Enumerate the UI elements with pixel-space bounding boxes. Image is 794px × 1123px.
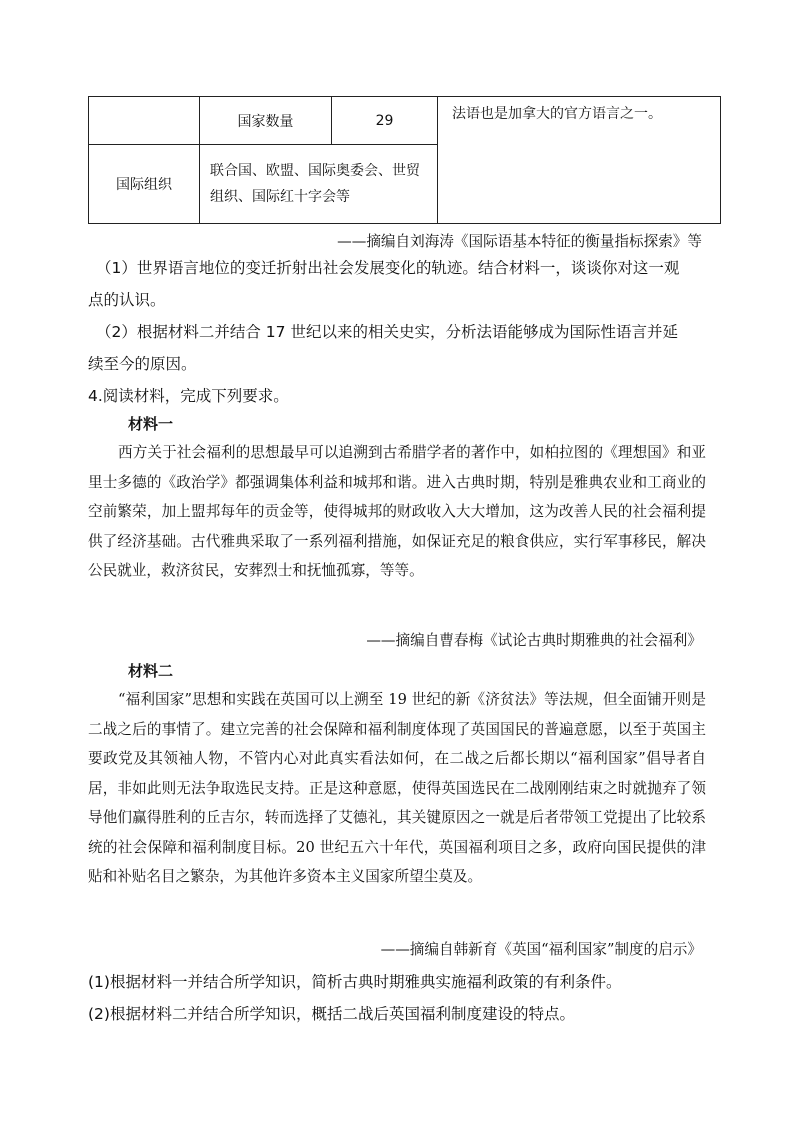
question-text: （1）世界语言地位的变迁折射出社会发展变化的轨迹。结合材料一，谈谈你对这一观: [96, 259, 680, 277]
question-text: （2）根据材料二并结合 17 世纪以来的相关史实，分析法语能够成为国际性语言并延: [96, 323, 678, 341]
table-cell-note: 法语也是加拿大的官方语言之一。: [438, 97, 721, 224]
question-text: (1)根据材料一并结合所学知识，简析古典时期雅典实施福利政策的有利条件。: [88, 973, 622, 991]
language-comparison-table: [88, 96, 721, 224]
table-row: [89, 97, 721, 145]
material-heading: 材料一: [128, 415, 174, 433]
material-heading: 材料二: [128, 662, 174, 680]
table-cell-label: 国际组织: [89, 145, 200, 224]
question-title: 4.阅读材料，完成下列要求。: [88, 387, 289, 405]
material-source: ——摘编自韩新育《英国“福利国家”制度的启示》: [380, 941, 702, 958]
table-cell-value: 联合国、欧盟、国际奥委会、世贸组织、国际红十字会等: [200, 145, 438, 224]
material-text: “福利国家”思想和实践在英国可以上溯至 19 世纪的新《济贫法》等法规，但全面铺开则是二战之后的事情了。建立完善的社会保障和福利制度体现了英国国民的普遍意愿，以至于英国主要政党及其领袖人物，不管内心对此真实看法如何，在二战之后都长期以“福利国家”倡导者自居，非如此则无法争取选民支持。正是这种意愿，使得英国选民在二战刚刚结束之时就抛弃了领导他们赢得胜利的丘吉尔，转而选择了艾德礼，其关键原因之一就是后者带领工党提出了比较系统的社会保障和福利制度目标。20 世纪五六十年代，英国福利项目之多，政府向国民提供的津贴和补贴名目之繁杂，为其他许多资本主义国家所望尘莫及。: [88, 691, 706, 885]
table-cell-value: 29: [332, 97, 438, 145]
material-source: ——摘编自刘海涛《国际语基本特征的衡量指标探索》等: [337, 233, 702, 250]
question-text: 续至今的原因。: [88, 355, 197, 373]
table-cell-empty: [89, 97, 200, 145]
material-source: ——摘编自曹春梅《试论古典时期雅典的社会福利》: [366, 632, 702, 649]
material-text: 西方关于社会福利的思想最早可以追溯到古希腊学者的著作中，如柏拉图的《理想国》和亚里士多德的《政治学》都强调集体利益和城邦和谐。进入古典时期，特别是雅典农业和工商业的空前繁荣，加上盟邦每年的贡金等，使得城邦的财政收入大大增加，这为改善人民的社会福利提供了经济基础。古代雅典采取了一系列福利措施，如保证充足的粮食供应，实行军事移民，解决公民就业，救济贫民，安葬烈士和抚恤孤寡，等等。: [88, 444, 706, 579]
table-cell-label: 国家数量: [200, 97, 332, 145]
question-text: 点的认识。: [88, 291, 166, 309]
question-text: (2)根据材料二并结合所学知识，概括二战后英国福利制度建设的特点。: [88, 1005, 575, 1023]
